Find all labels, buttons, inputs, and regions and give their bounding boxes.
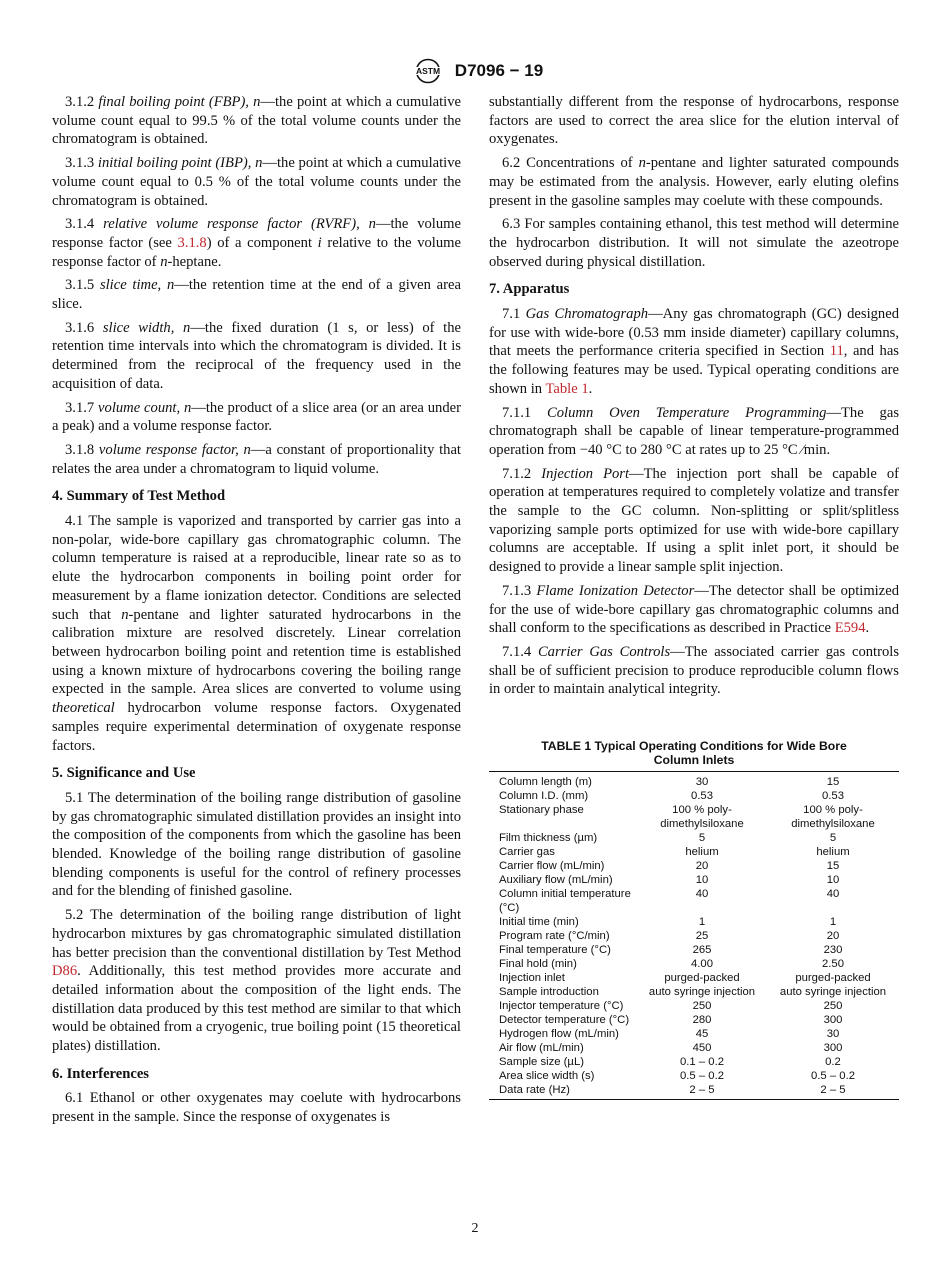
- left-column: [52, 93, 461, 1132]
- heading-5: 5. Significance and Use: [52, 765, 196, 782]
- para-7-1-4: 7.1.4 Carrier Gas Controls—The associated carrier gas controls shall be of sufficient precision to produce reproducible column flows in order to maintain analytical integrity.: [489, 643, 899, 698]
- table-cell-value-2: purged-packed: [795, 972, 871, 985]
- table-cell-value-2: 10: [826, 874, 840, 887]
- table-cell-value-1: 20: [695, 860, 709, 873]
- table-cell-value-2: 300: [823, 1014, 843, 1027]
- table-row: [489, 887, 899, 915]
- table-row: [489, 859, 899, 873]
- table-cell-parameter: Data rate (Hz): [489, 1083, 637, 1100]
- table-cell-value-1: 2 – 5: [637, 1083, 767, 1100]
- para-7-1-1: 7.1.1 Column Oven Temperature Programming—The gas chromatograph shall be capable of linear temperature-programmed operation from −40 °C to 280 °C at rates up to 25 °C ⁄min.: [489, 404, 899, 458]
- table-cell-value-1: 1: [698, 916, 706, 929]
- table-cell-value-2: 250: [823, 1000, 843, 1013]
- table-cell-value-1: 30: [637, 772, 767, 790]
- table-cell-value-1: 45: [695, 1028, 709, 1041]
- para-6-1-continued: substantially different from the response of hydrocarbons, response factors are used to correct the area slice for the elution interval of oxygenates.: [489, 94, 899, 148]
- table-cell-parameter: Area slice width (s): [499, 1070, 595, 1083]
- table-cell-value-1: 450: [692, 1042, 712, 1055]
- table-row: [489, 971, 899, 985]
- table-row: [489, 1041, 899, 1055]
- para-3-1-3: 3.1.3 initial boiling point (IBP), n—the point at which a cumulative volume count equal to 0.5 % of the total volume counts under the chromatogram is obtained.: [52, 155, 461, 209]
- table-row: [489, 831, 899, 845]
- heading-6: 6. Interferences: [52, 1065, 149, 1082]
- table-cell-parameter: Initial time (min): [499, 916, 579, 929]
- table-cell-value-1: purged-packed: [664, 972, 740, 985]
- para-3-1-8: 3.1.8 volume response factor, n—a constant of proportionality that relates the area under a chromatogram to liquid volume.: [52, 441, 461, 477]
- table-cell-value-2: 2.50: [822, 958, 844, 971]
- para-7-1-3: 7.1.3 Flame Ionization Detector—The detector shall be optimized for the use of wide-bore capillary gas chromatographic columns and shall conform to the specifications as described in Practice E594.: [489, 582, 899, 637]
- table-cell-parameter: Stationary phase: [499, 804, 584, 817]
- table-cell-value-1: helium: [685, 846, 719, 859]
- table-cell-parameter: Detector temperature (°C): [499, 1014, 630, 1027]
- table-row: [489, 1055, 899, 1069]
- table-cell-parameter: Film thickness (µm): [499, 832, 598, 845]
- svg-text:ASTM: ASTM: [415, 66, 440, 76]
- table-row: [489, 915, 899, 929]
- para-3-1-4: 3.1.4 relative volume response factor (RVRF), n—the volume response factor (see 3.1.8) of a component i relative to the volume response factor of n-heptane.: [52, 216, 461, 270]
- table-cell-parameter: Injector temperature (°C): [499, 1000, 624, 1013]
- table-cell-value-2: 15: [826, 860, 840, 873]
- heading-4: 4. Summary of Test Method: [52, 488, 226, 505]
- para-7-1: 7.1 Gas Chromatograph—Any gas chromatograph (GC) designed for use with wide-bore (0.53 mm inside diameter) capillary columns, that meets the performance criteria specified in Section 11, and has the following features may be used. Typical operating conditions are shown in Table 1.: [489, 306, 899, 397]
- table-cell-value-2: 40: [826, 888, 840, 901]
- para-6-1: 6.1 Ethanol or other oxygenates may coelute with hydrocarbons present in the sample. Since the response of oxygenates is: [52, 1090, 461, 1126]
- table-cell-parameter: Auxiliary flow (mL/min): [499, 874, 613, 887]
- table-cell-value-1: 250: [692, 1000, 712, 1013]
- table-row: [489, 1013, 899, 1027]
- para-3-1-2: 3.1.2 final boiling point (FBP), n—the point at which a cumulative volume count equal to 99.5 % of the total volume counts under the chromatogram is obtained.: [52, 94, 461, 148]
- table-cell-parameter: Column length (m): [489, 772, 637, 790]
- table-cell-value-2: 0.2: [825, 1056, 841, 1069]
- table-cell-value-1: auto syringe injection: [648, 986, 756, 999]
- table-cell-parameter: Final hold (min): [499, 958, 577, 971]
- para-6-2: 6.2 Concentrations of n-pentane and lighter saturated compounds may be estimated from the analysis. However, early eluting olefins present in the gasoline samples may coelute with these compounds.: [489, 155, 899, 209]
- table-cell-parameter: Column initial temperature (°C): [499, 888, 631, 915]
- table-cell-value-2: 300: [823, 1042, 843, 1055]
- table-cell-value-1: 5: [698, 832, 706, 845]
- table-cell-parameter: Injection inlet: [499, 972, 565, 985]
- table-cell-value-2: 5: [829, 832, 837, 845]
- ref-e594-link[interactable]: E594: [834, 620, 866, 637]
- table-cell-value-2: 0.53: [822, 790, 844, 803]
- table-cell-value-1: 0.5 – 0.2: [680, 1070, 724, 1083]
- table-cell-value-2: 2 – 5: [767, 1083, 899, 1100]
- table-cell-value-2: helium: [816, 846, 850, 859]
- ref-3-1-8-link[interactable]: 3.1.8: [177, 234, 207, 251]
- table-cell-value-2: 1: [829, 916, 837, 929]
- para-3-1-5: 3.1.5 slice time, n—the retention time at the end of a given area slice.: [52, 277, 461, 313]
- table-cell-value-1: 40: [695, 888, 709, 901]
- table-row: [489, 999, 899, 1013]
- table-cell-value-1: 100 % poly-dimethylsiloxane: [660, 804, 744, 831]
- table-row: [489, 929, 899, 943]
- para-4-1: 4.1 The sample is vaporized and transported by carrier gas into a non-polar, wide-bore capillary gas chromatographic column. The column temperature is raised at a reproducible, linear rate so as to elute the hydrocarbon components in boiling point order for measurement by a flame ionization detector. Conditions are selected such that n-pentane and lighter saturated hydrocarbons in the calibration mixture are resolved discretely. Linear correlation between hydrocarbon boiling point and retention time is established using a known mixture of hydrocarbons covering the boiling range expected in the sample. Area slices are converted to volume using theoretical hydrocarbon volume response factors. Oxygenated samples require experimental determination of oxygenate response factors.: [52, 513, 461, 754]
- table-row: [489, 772, 899, 790]
- table-cell-value-2: 15: [767, 772, 899, 790]
- table-row: [489, 803, 899, 831]
- page-header: [0, 58, 950, 84]
- table-row: [489, 985, 899, 999]
- ref-d86-link[interactable]: D86: [52, 963, 78, 980]
- table-row: [489, 1027, 899, 1041]
- table-row: [489, 1069, 899, 1083]
- para-5-1: 5.1 The determination of the boiling range distribution of gasoline by gas chromatographic simulated distillation provides an insight into the composition of the components from which the gasoline has been blended. Knowledge of the boiling range distribution of gasoline blending components is useful for the control of refinery processes and for the blending of finished gasoline.: [52, 789, 461, 900]
- table-row: [489, 943, 899, 957]
- table-row: [489, 873, 899, 887]
- table-cell-parameter: Air flow (mL/min): [499, 1042, 584, 1055]
- table-cell-parameter: Carrier flow (mL/min): [499, 860, 605, 873]
- table-cell-value-1: 280: [692, 1014, 712, 1027]
- table-row: [489, 957, 899, 971]
- table-row: [489, 789, 899, 803]
- table-cell-value-2: 0.5 – 0.2: [811, 1070, 855, 1083]
- document-code: D7096 − 19: [454, 61, 544, 80]
- table-cell-value-2: auto syringe injection: [779, 986, 887, 999]
- para-5-2: 5.2 The determination of the boiling range distribution of light hydrocarbon mixtures by gas chromatographic simulated distillation has better precision than the conventional distillation by Test Method D86. Additionally, this test method provides more accurate and detailed information about the composition of the light ends. The distillation data produced by this test method are similar to that which would be obtained from a cryogenic, true boiling point (15 theoretical plates) distillation.: [52, 907, 461, 1055]
- table-cell-value-2: 100 % poly-dimethylsiloxane: [791, 804, 875, 831]
- table-cell-parameter: Program rate (°C/min): [499, 930, 610, 943]
- table-cell-value-1: 0.53: [691, 790, 713, 803]
- para-6-3: 6.3 For samples containing ethanol, this test method will determine the hydrocarbon distribution. It will not simulate the azeotrope observed during physical distillation.: [489, 216, 899, 270]
- table-cell-parameter: Hydrogen flow (mL/min): [499, 1028, 619, 1041]
- astm-logo-icon: [407, 58, 449, 84]
- table-1-caption: TABLE 1 Typical Operating Conditions for Wide Bore Column Inlets: [541, 739, 847, 768]
- table-1-grid: [489, 771, 899, 1100]
- table-row: [489, 845, 899, 859]
- table-cell-parameter: Column I.D. (mm): [499, 790, 589, 803]
- table-1: [489, 739, 899, 1100]
- table-cell-value-2: 230: [823, 944, 843, 957]
- table-row: [489, 1083, 899, 1100]
- table-cell-value-1: 0.1 – 0.2: [680, 1056, 724, 1069]
- table-cell-parameter: Final temperature (°C): [499, 944, 611, 957]
- heading-7: 7. Apparatus: [489, 281, 570, 298]
- para-3-1-7: 3.1.7 volume count, n—the product of a slice area (or an area under a peak) and a volume response factor.: [52, 399, 461, 435]
- para-3-1-6: 3.1.6 slice width, n—the fixed duration (1 s, or less) of the retention time intervals into which the chromatogram is divided. It is determined from the reciprocal of the frequency used in the acquisition of data.: [52, 319, 461, 392]
- ref-table-1-link[interactable]: Table 1: [545, 380, 589, 397]
- table-cell-parameter: Sample size (µL): [499, 1056, 584, 1069]
- right-column: [489, 93, 899, 1100]
- para-7-1-2: 7.1.2 Injection Port—The injection port shall be capable of operation at temperatures required to completely volatize and transfer the sample to the GC column. Non-splitting or split/splitless vaporizing sample ports optimized for use with wide-bore capillary columns are acceptable. If using a split inlet port, it should be designed to provide a linear sample split injection.: [489, 465, 899, 576]
- table-cell-value-2: 20: [826, 930, 840, 943]
- table-cell-value-1: 4.00: [691, 958, 713, 971]
- ref-section-11-link[interactable]: 11: [829, 343, 844, 360]
- table-cell-value-1: 10: [695, 874, 709, 887]
- page-number: 2: [471, 1221, 479, 1236]
- table-cell-parameter: Sample introduction: [499, 986, 599, 999]
- table-cell-value-1: 265: [692, 944, 712, 957]
- table-cell-value-2: 30: [826, 1028, 840, 1041]
- table-cell-parameter: Carrier gas: [499, 846, 555, 859]
- table-cell-value-1: 25: [695, 930, 709, 943]
